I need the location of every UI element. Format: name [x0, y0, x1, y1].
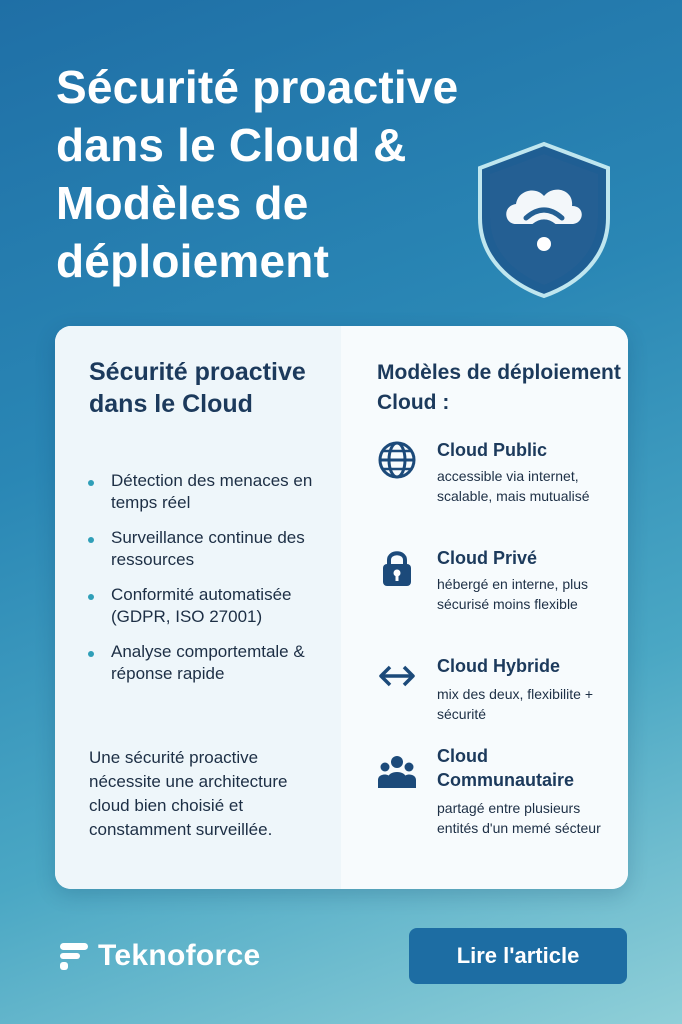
proactive-security-panel	[55, 326, 341, 889]
model-cloud-public	[377, 438, 617, 530]
shield-cloud-icon	[474, 140, 614, 300]
lock-icon	[377, 548, 417, 588]
list-item: Conformité automatisée (GDPR, ISO 27001)	[85, 584, 335, 628]
model-cloud-prive	[377, 546, 617, 638]
deployment-models-heading: Modèles de déploiement Cloud :	[377, 361, 621, 414]
list-item: Analyse comportemtale & réponse rapide	[85, 641, 335, 685]
list-item: Surveillance continue des ressources	[85, 527, 335, 571]
bullet-dot-icon	[88, 651, 94, 657]
model-cloud-communautaire	[377, 744, 617, 864]
model-name: Cloud Hybride	[437, 656, 561, 676]
deployment-models-panel	[341, 326, 628, 889]
model-description: hébergé en interne, plus sécurisé moins flexible	[437, 576, 588, 612]
model-name: Cloud Communautaire	[437, 746, 575, 790]
model-name: Cloud Public	[437, 440, 547, 460]
content-card	[55, 326, 628, 889]
bullet-dot-icon	[88, 594, 94, 600]
model-cloud-hybride	[377, 654, 617, 726]
model-description: mix des deux, flexibilite + sécurité	[437, 686, 594, 722]
bullet-dot-icon	[88, 480, 94, 486]
model-name: Cloud Privé	[437, 548, 538, 568]
page-title: Sécurité proactive dans le Cloud & Modèles de déploiement	[56, 61, 459, 287]
security-note: Une sécurité proactive nécessite une architecture cloud bien choisié et constamment surveillée.	[89, 748, 288, 839]
model-description: partagé entre plusieurs entités d'un memé sécteur	[437, 800, 601, 836]
arrows-icon	[377, 656, 417, 696]
group-icon	[377, 752, 417, 792]
teknoforce-logo-icon	[58, 940, 90, 972]
proactive-security-heading: Sécurité proactive dans le Cloud	[89, 358, 306, 418]
model-description: accessible via internet, scalable, mais mutualisé	[437, 468, 590, 504]
security-bullet-list	[85, 470, 335, 698]
brand-logo[interactable]	[58, 934, 260, 978]
list-item: Détection des menaces en temps réel	[85, 470, 335, 514]
globe-icon	[377, 440, 417, 480]
bullet-dot-icon	[88, 537, 94, 543]
brand-name: Teknoforce	[98, 939, 261, 972]
read-article-button[interactable]: Lire l'article	[409, 928, 627, 984]
